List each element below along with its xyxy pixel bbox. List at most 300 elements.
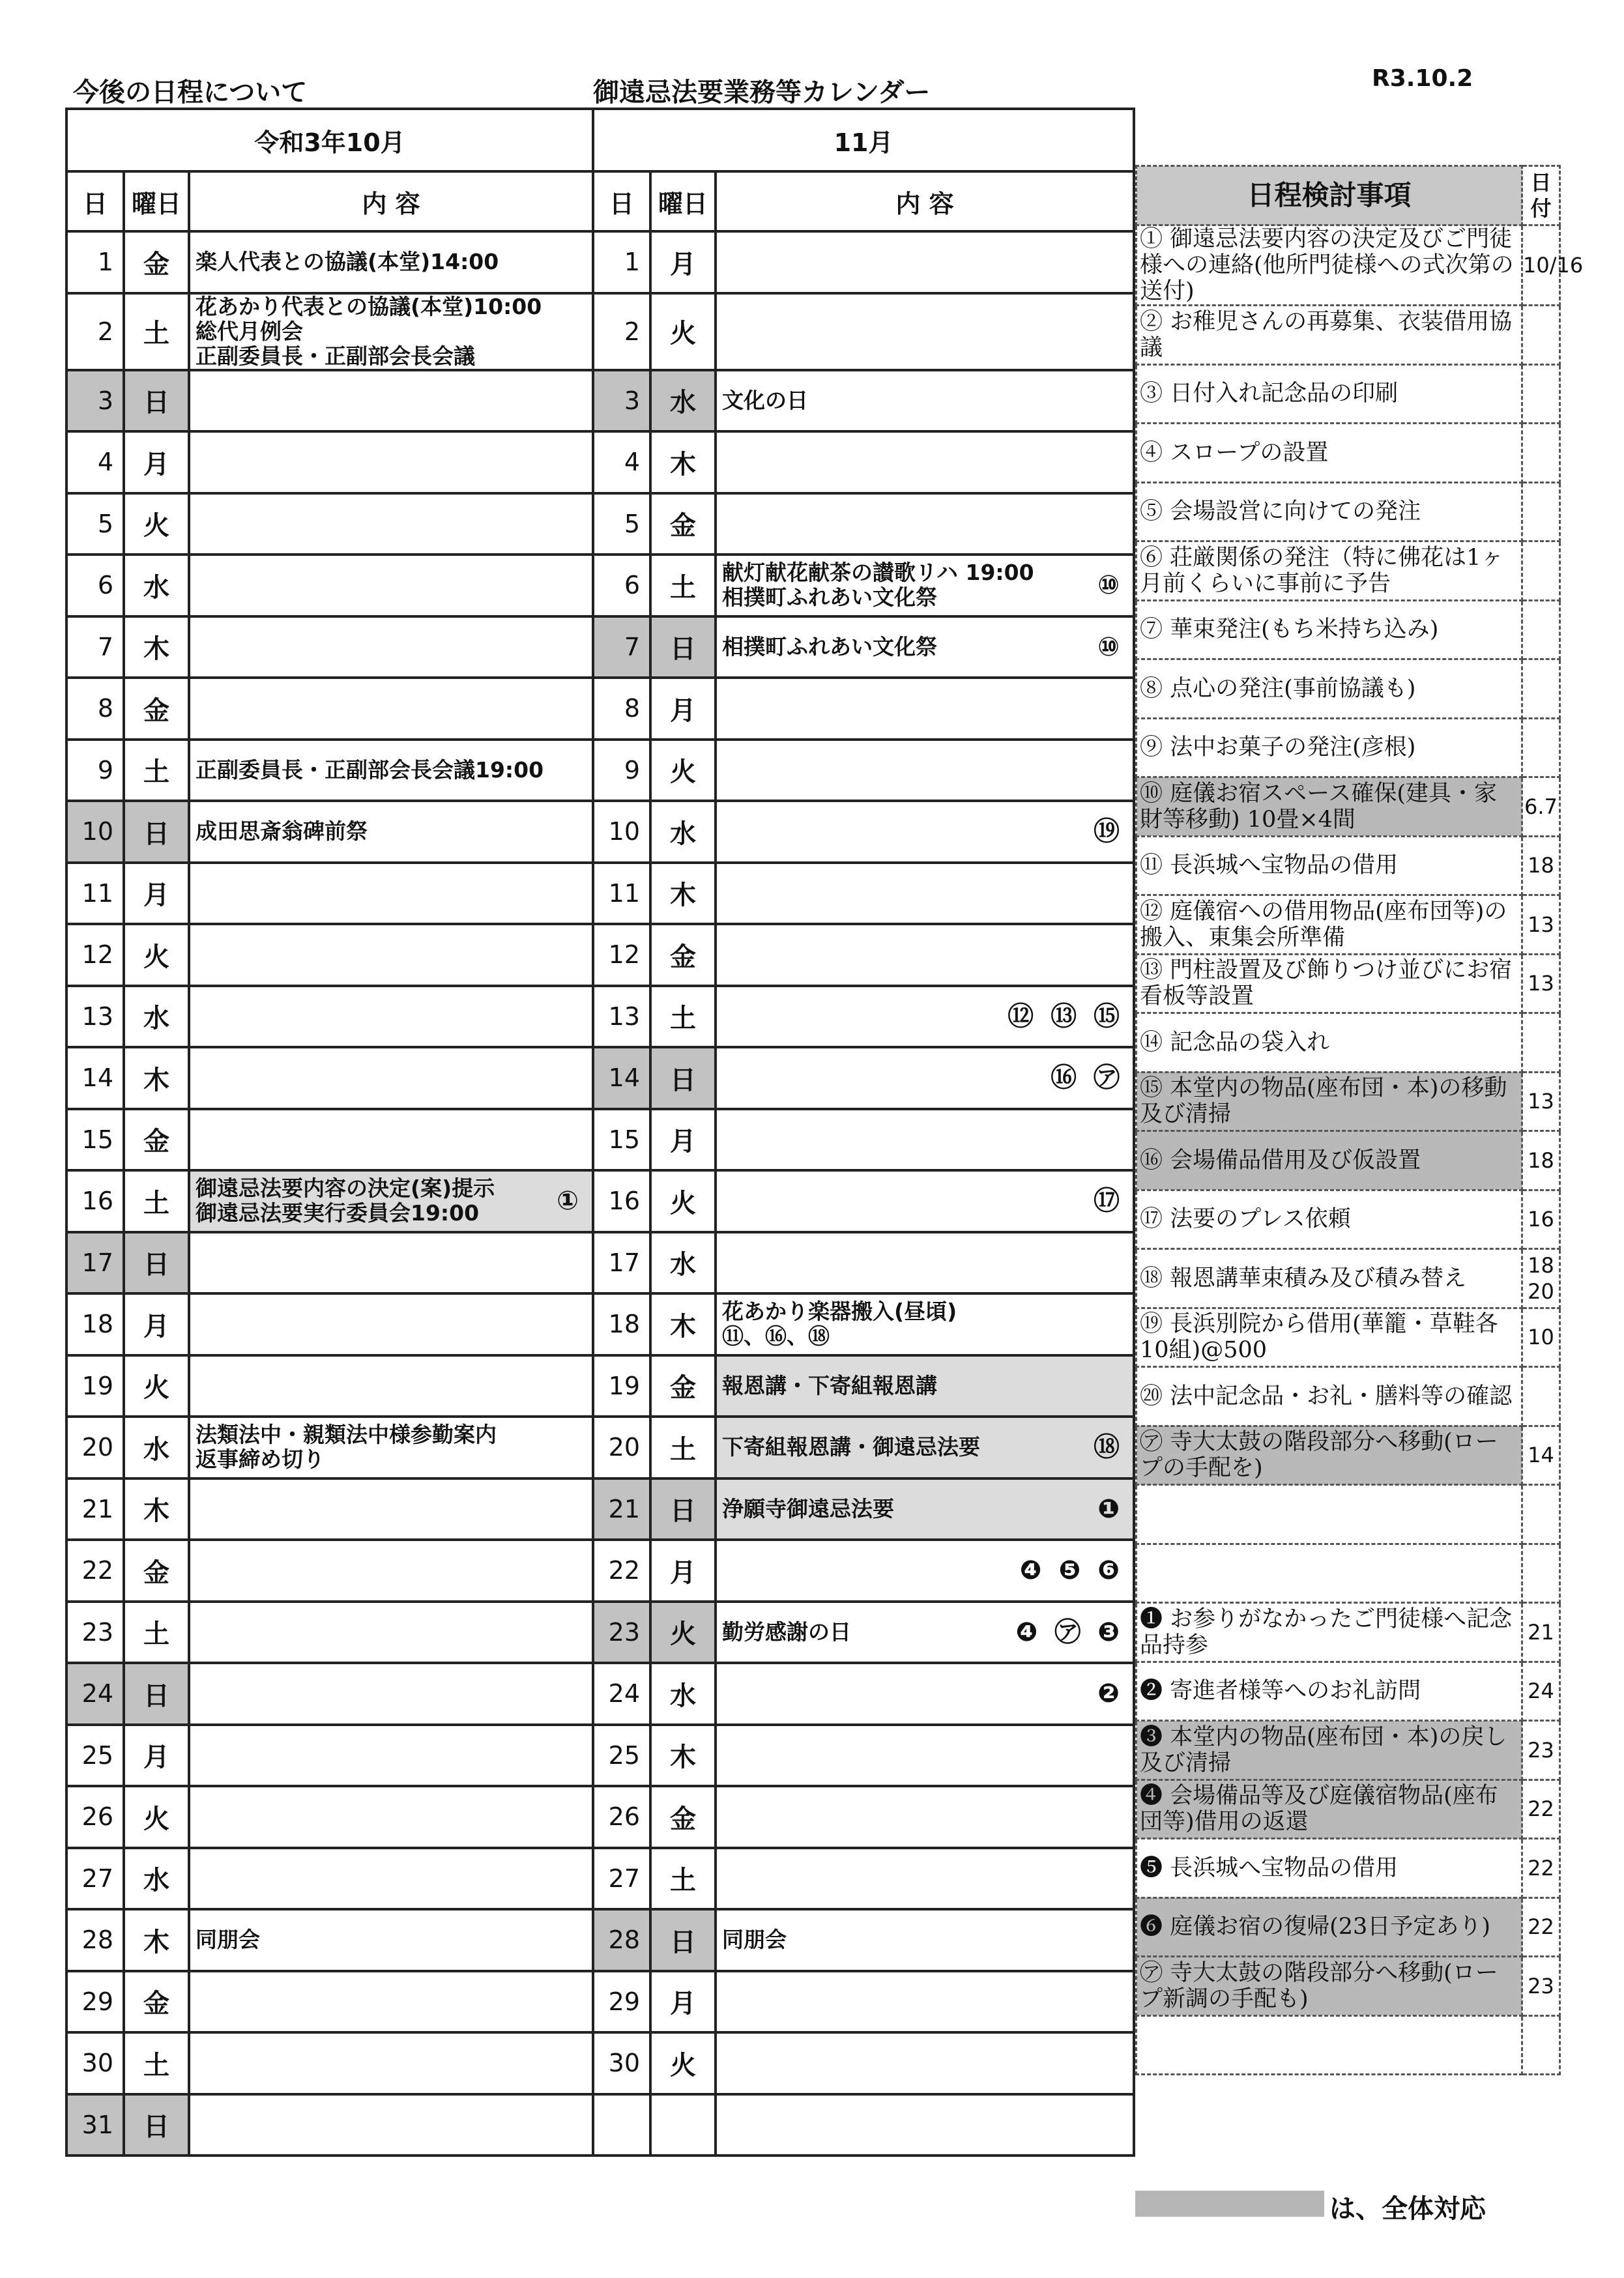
legend-swatch <box>1135 2191 1324 2217</box>
oct-day <box>66 1663 124 1725</box>
nov-day <box>593 1725 650 1787</box>
oct-weekday <box>124 1478 189 1540</box>
oct-weekday <box>124 1971 189 2033</box>
col-day: 日 <box>593 171 650 231</box>
calendar-row <box>66 231 1134 293</box>
calendar-row <box>66 1971 1134 2033</box>
oct-content <box>189 1725 593 1787</box>
nov-content <box>716 370 1134 432</box>
nov-marker: ⑩ <box>1097 570 1124 601</box>
schedule-item-text: ⑩ 庭儀お宿スペース確保(建具・家財等移動) 10畳×4間 <box>1137 777 1522 837</box>
col-content: 内 容 <box>716 171 1134 231</box>
nov-day <box>593 1971 650 2033</box>
oct-weekday <box>124 370 189 432</box>
schedule-item-text: ⑱ 報恩講華束積み及び積み替え <box>1137 1249 1522 1308</box>
schedule-item <box>1137 541 1560 601</box>
oct-day-text: 7 <box>97 632 113 661</box>
nov-day-text: 22 <box>608 1556 641 1585</box>
oct-weekday <box>124 2094 189 2156</box>
nov-content <box>716 231 1134 293</box>
oct-content-text: 成田思斎翁碑前祭 <box>196 818 368 844</box>
oct-day-text: 24 <box>81 1679 113 1708</box>
nov-day-text: 28 <box>608 1925 641 1955</box>
schedule-item <box>1137 424 1560 483</box>
nov-day-text: 16 <box>608 1187 641 1216</box>
oct-day <box>66 1478 124 1540</box>
nov-content <box>716 1786 1134 1848</box>
nov-weekday-text: 木 <box>670 1311 697 1342</box>
nov-content-text: 相撲町ふれあい文化祭 <box>722 633 938 659</box>
schedule-item <box>1137 1957 1560 2016</box>
oct-weekday <box>124 2032 189 2094</box>
oct-day-text: 28 <box>81 1925 113 1955</box>
oct-day <box>66 1232 124 1294</box>
nov-day-text: 4 <box>624 448 641 477</box>
nov-day-text: 6 <box>624 571 641 600</box>
oct-day <box>66 863 124 925</box>
oct-day-text: 19 <box>81 1371 113 1400</box>
schedule-item-text: ⑲ 長浜別院から借用(華籠・草鞋各10組)@500 <box>1137 1308 1522 1367</box>
oct-content <box>189 924 593 986</box>
schedule-item <box>1137 659 1560 719</box>
oct-weekday <box>124 231 189 293</box>
schedule-item-date: 22 <box>1522 1780 1560 1839</box>
nov-weekday <box>650 431 716 493</box>
schedule-item-text <box>1137 2015 1522 2075</box>
nov-weekday-text: 木 <box>670 880 697 911</box>
calendar-row <box>66 1109 1134 1171</box>
oct-content <box>189 616 593 678</box>
oct-content-text: 同朋会 <box>196 1927 260 1953</box>
schedule-title: 日程検討事項 <box>1137 166 1522 225</box>
date-col-header: 日付 <box>1522 166 1560 225</box>
nov-day-text: 10 <box>608 817 641 846</box>
oct-weekday-text: 土 <box>143 1188 169 1218</box>
oct-weekday-text: 木 <box>143 1496 169 1527</box>
schedule-item-date <box>1522 306 1560 365</box>
nov-day <box>593 493 650 555</box>
col-content: 内 容 <box>189 171 593 231</box>
nov-day-text: 21 <box>608 1494 641 1523</box>
oct-day-text: 22 <box>81 1556 113 1585</box>
nov-marker: ⑰ <box>1094 1186 1124 1217</box>
schedule-item-text: ⑤ 会場設営に向けての発注 <box>1137 482 1522 541</box>
oct-day <box>66 1293 124 1355</box>
schedule-item-text: ⑰ 法要のプレス依頼 <box>1137 1190 1522 1249</box>
oct-day <box>66 1848 124 1910</box>
schedule-item <box>1137 1662 1560 1721</box>
nov-content <box>716 616 1134 678</box>
nov-weekday <box>650 231 716 293</box>
oct-day <box>66 1971 124 2033</box>
nov-content <box>716 1293 1134 1355</box>
nov-day <box>593 1170 650 1232</box>
oct-weekday-text: 土 <box>143 2050 169 2081</box>
schedule-item <box>1137 225 1560 306</box>
nov-day <box>593 1602 650 1664</box>
nov-day-text: 5 <box>624 509 641 538</box>
oct-weekday <box>124 1540 189 1602</box>
nov-day-text: 19 <box>608 1371 641 1400</box>
oct-content <box>189 2094 593 2156</box>
oct-content <box>189 293 593 370</box>
nov-day <box>593 1540 650 1602</box>
schedule-item-text: ⑯ 会場備品借用及び仮設置 <box>1137 1131 1522 1190</box>
oct-content <box>189 1909 593 1971</box>
nov-day <box>593 1232 650 1294</box>
nov-content-text: 報恩講・下寄組報恩講 <box>722 1372 938 1398</box>
nov-content <box>716 678 1134 740</box>
oct-day <box>66 2094 124 2156</box>
oct-weekday-text: 金 <box>143 1557 169 1588</box>
oct-weekday-text: 火 <box>143 942 169 972</box>
oct-day-text: 23 <box>81 1617 113 1647</box>
oct-day-text: 12 <box>81 940 113 970</box>
oct-content <box>189 370 593 432</box>
oct-weekday <box>124 493 189 555</box>
oct-day <box>66 1355 124 1417</box>
oct-content <box>189 1663 593 1725</box>
oct-weekday <box>124 1602 189 1664</box>
oct-day <box>66 801 124 863</box>
oct-weekday-text: 金 <box>143 249 169 280</box>
nov-weekday <box>650 986 716 1048</box>
nov-content <box>716 1109 1134 1171</box>
nov-content <box>716 986 1134 1048</box>
nov-weekday-text: 月 <box>670 695 697 726</box>
oct-weekday <box>124 740 189 801</box>
schedule-item-date: 21 <box>1522 1603 1560 1662</box>
nov-day <box>593 1663 650 1725</box>
nov-day <box>593 431 650 493</box>
oct-day-text: 21 <box>81 1494 113 1523</box>
oct-content <box>189 2032 593 2094</box>
nov-day-text: 29 <box>608 1987 641 2016</box>
oct-weekday-text: 日 <box>143 1680 169 1711</box>
nov-weekday-text: 金 <box>670 511 697 541</box>
schedule-item-date: 16 <box>1522 1190 1560 1249</box>
calendar-row <box>66 986 1134 1048</box>
calendar-row <box>66 863 1134 925</box>
calendar-row <box>66 555 1134 616</box>
schedule-item <box>1137 1249 1560 1308</box>
oct-day <box>66 740 124 801</box>
schedule-item <box>1137 836 1560 895</box>
oct-content-text: 法類法中・親類法中様参勤案内 返事締め切り <box>196 1422 497 1473</box>
nov-weekday <box>650 863 716 925</box>
nov-weekday-text: 水 <box>670 1250 697 1280</box>
nov-content <box>716 801 1134 863</box>
nov-weekday <box>650 1170 716 1232</box>
oct-content <box>189 1602 593 1664</box>
schedule-item-text: ❸ 本堂内の物品(座布団・本)の戻し及び清掃 <box>1137 1721 1522 1780</box>
oct-weekday-text: 土 <box>143 1619 169 1650</box>
schedule-item <box>1137 1190 1560 1249</box>
nov-weekday-text: 火 <box>670 1619 697 1650</box>
nov-weekday <box>650 1047 716 1109</box>
oct-weekday-text: 日 <box>143 2112 169 2142</box>
nov-weekday-text: 日 <box>670 1496 697 1527</box>
nov-weekday-text: 火 <box>670 757 697 788</box>
nov-day-text: 26 <box>608 1802 641 1832</box>
oct-weekday-text: 土 <box>143 757 169 788</box>
schedule-item-date: 23 <box>1522 1721 1560 1780</box>
calendar-row <box>66 1725 1134 1787</box>
schedule-item-date: 23 <box>1522 1957 1560 2016</box>
oct-day-text: 31 <box>81 2110 113 2139</box>
oct-content <box>189 1170 593 1232</box>
schedule-item-text: ⑨ 法中お菓子の発注(彦根) <box>1137 718 1522 777</box>
month-october: 令和3年10月 <box>66 109 593 171</box>
oct-day-text: 13 <box>81 1002 113 1031</box>
nov-weekday-text: 土 <box>670 1434 697 1465</box>
schedule-item-date: 18 <box>1522 836 1560 895</box>
schedule-item <box>1137 2015 1560 2075</box>
oct-weekday <box>124 678 189 740</box>
oct-weekday <box>124 616 189 678</box>
nov-weekday-text: 土 <box>670 572 697 603</box>
oct-day-text: 10 <box>81 817 113 846</box>
schedule-item <box>1137 1721 1560 1780</box>
schedule-item-text: ❺ 長浜城へ宝物品の借用 <box>1137 1839 1522 1898</box>
calendar-row <box>66 431 1134 493</box>
oct-day-text: 14 <box>81 1063 113 1093</box>
schedule-item <box>1137 1544 1560 1603</box>
schedule-item-date <box>1522 1367 1560 1426</box>
nov-marker: ⑩ <box>1097 631 1124 662</box>
nov-weekday <box>650 1725 716 1787</box>
schedule-item-date: 22 <box>1522 1839 1560 1898</box>
nov-day-text: 23 <box>608 1617 641 1647</box>
schedule-item-date <box>1522 600 1560 659</box>
oct-weekday-text: 木 <box>143 634 169 665</box>
col-weekday: 曜日 <box>650 171 716 231</box>
oct-weekday-text: 月 <box>143 1742 169 1773</box>
schedule-item-date: 18 <box>1522 1131 1560 1190</box>
calendar-row <box>66 1540 1134 1602</box>
oct-day-text: 16 <box>81 1187 113 1216</box>
nov-content <box>716 493 1134 555</box>
calendar-row <box>66 801 1134 863</box>
schedule-item-text: ⑭ 記念品の袋入れ <box>1137 1013 1522 1073</box>
calendar-row <box>66 740 1134 801</box>
schedule-item <box>1137 1780 1560 1839</box>
nov-content-text: 下寄組報恩講・御遠忌法要 <box>722 1434 981 1460</box>
oct-day-text: 1 <box>97 248 113 277</box>
schedule-item-text: ⑬ 門柱設置及び飾りつけ並びにお宿看板等設置 <box>1137 954 1522 1013</box>
schedule-item-date <box>1522 718 1560 777</box>
oct-weekday-text: 日 <box>143 388 169 418</box>
oct-weekday-text: 火 <box>143 1804 169 1834</box>
nov-day-text: 20 <box>608 1433 641 1462</box>
oct-day-text: 26 <box>81 1802 113 1832</box>
nov-content <box>716 431 1134 493</box>
schedule-item <box>1137 1367 1560 1426</box>
nov-day-text: 13 <box>608 1002 641 1031</box>
nov-marker: ❷ <box>1097 1679 1124 1709</box>
oct-day-text: 4 <box>97 448 113 477</box>
oct-day <box>66 1540 124 1602</box>
oct-marker: ① <box>557 1186 583 1217</box>
oct-content <box>189 1232 593 1294</box>
schedule-item-text: ③ 日付入れ記念品の印刷 <box>1137 364 1522 424</box>
nov-day <box>593 2094 650 2156</box>
oct-day <box>66 986 124 1048</box>
calendar-row <box>66 493 1134 555</box>
nov-weekday <box>650 2032 716 2094</box>
schedule-item <box>1137 1897 1560 1957</box>
nov-content <box>716 293 1134 370</box>
nov-weekday <box>650 801 716 863</box>
nov-weekday-text: 火 <box>670 319 697 349</box>
nov-weekday <box>650 1786 716 1848</box>
nov-weekday-text: 木 <box>670 449 697 480</box>
oct-day-text: 18 <box>81 1310 113 1339</box>
oct-day-text: 9 <box>97 755 113 785</box>
oct-day <box>66 616 124 678</box>
nov-weekday <box>650 1971 716 2033</box>
oct-weekday <box>124 1170 189 1232</box>
schedule-item-text: ㋐ 寺大太鼓の階段部分へ移動(ロープの手配を) <box>1137 1426 1522 1485</box>
nov-content-text: 文化の日 <box>722 387 809 413</box>
oct-day <box>66 231 124 293</box>
calendar-row <box>66 678 1134 740</box>
oct-day <box>66 431 124 493</box>
oct-weekday-text: 水 <box>143 572 169 603</box>
nov-day-text: 25 <box>608 1740 641 1770</box>
schedule-item-text: ❷ 寄進者様等へのお礼訪問 <box>1137 1662 1522 1721</box>
nov-day-text: 2 <box>624 317 641 346</box>
col-weekday: 曜日 <box>124 171 189 231</box>
oct-content <box>189 431 593 493</box>
nov-content <box>716 863 1134 925</box>
oct-content <box>189 1540 593 1602</box>
oct-content <box>189 740 593 801</box>
nov-content <box>716 1909 1134 1971</box>
oct-weekday <box>124 1047 189 1109</box>
oct-weekday-text: 日 <box>143 818 169 849</box>
oct-weekday <box>124 1786 189 1848</box>
oct-content <box>189 801 593 863</box>
nov-content-text: 花あかり楽器搬入(昼頃) ⑪、⑯、⑱ <box>722 1299 957 1349</box>
schedule-item-text: ㋐ 寺大太鼓の階段部分へ移動(ロープ新調の手配も) <box>1137 1957 1522 2016</box>
nov-day <box>593 986 650 1048</box>
oct-content <box>189 1109 593 1171</box>
nov-day <box>593 863 650 925</box>
oct-weekday-text: 火 <box>143 511 169 541</box>
oct-content <box>189 678 593 740</box>
oct-content <box>189 1417 593 1478</box>
calendar-row <box>66 1602 1134 1664</box>
oct-day-text: 25 <box>81 1740 113 1770</box>
nov-day <box>593 1786 650 1848</box>
oct-day-text: 15 <box>81 1125 113 1154</box>
oct-content <box>189 493 593 555</box>
schedule-item <box>1137 718 1560 777</box>
calendar-table <box>65 108 1135 2157</box>
schedule-item-text: ❶ お参りがなかったご門徒様へ記念品持参 <box>1137 1603 1522 1662</box>
nov-content <box>716 1355 1134 1417</box>
nov-weekday-text: 日 <box>670 1927 697 1957</box>
oct-content <box>189 1293 593 1355</box>
schedule-item-text: ④ スロープの設置 <box>1137 424 1522 483</box>
nov-day <box>593 1478 650 1540</box>
schedule-item-date: 18 20 <box>1522 1249 1560 1308</box>
oct-weekday-text: 月 <box>143 449 169 480</box>
oct-weekday <box>124 1232 189 1294</box>
oct-day-text: 3 <box>97 386 113 415</box>
col-day: 日 <box>66 171 124 231</box>
nov-day <box>593 1293 650 1355</box>
nov-weekday-text: 金 <box>670 1804 697 1834</box>
oct-day-text: 29 <box>81 1987 113 2016</box>
schedule-item-text: ⑫ 庭儀宿への借用物品(座布団等)の搬入、東集会所準備 <box>1137 895 1522 955</box>
nov-day-text: 17 <box>608 1248 641 1277</box>
nov-day <box>593 370 650 432</box>
schedule-item-date <box>1522 364 1560 424</box>
schedule-item-text: ⑪ 長浜城へ宝物品の借用 <box>1137 836 1522 895</box>
nov-day-text: 1 <box>624 248 641 277</box>
nov-weekday <box>650 555 716 616</box>
nov-weekday-text: 木 <box>670 1742 697 1773</box>
schedule-item-date <box>1522 2015 1560 2075</box>
nov-weekday-text: 日 <box>670 634 697 665</box>
schedule-items-table <box>1135 165 1584 2075</box>
nov-marker: ⑲ <box>1094 816 1124 847</box>
oct-day-text: 17 <box>81 1248 113 1277</box>
oct-weekday <box>124 924 189 986</box>
oct-content <box>189 1047 593 1109</box>
calendar-row <box>66 1786 1134 1848</box>
calendar-row <box>66 1232 1134 1294</box>
schedule-item-date <box>1522 1485 1560 1544</box>
schedule-item-date: 13 <box>1522 895 1560 955</box>
nov-day-text: 27 <box>608 1864 641 1893</box>
legend-text: は、全体対応 <box>1329 2194 1486 2224</box>
calendar-row <box>66 1170 1134 1232</box>
nov-content <box>716 1478 1134 1540</box>
nov-weekday-text: 日 <box>670 1065 697 1095</box>
nov-content <box>716 1725 1134 1787</box>
oct-content <box>189 1848 593 1910</box>
oct-day <box>66 1725 124 1787</box>
schedule-item-text: ② お稚児さんの再募集、衣装借用協議 <box>1137 306 1522 365</box>
schedule-item-text: ① 御遠忌法要内容の決定及びご門徒様への連絡(他所門徒様への式次第の送付) <box>1137 225 1522 306</box>
calendar-row <box>66 1047 1134 1109</box>
oct-weekday-text: 月 <box>143 880 169 911</box>
oct-weekday <box>124 1417 189 1478</box>
nov-weekday-text: 火 <box>670 2050 697 2081</box>
schedule-item-text: ⑥ 荘厳関係の発注（特に佛花は1ヶ月前くらいに事前に予告 <box>1137 541 1522 601</box>
doc-date: R3.10.2 <box>1372 65 1473 92</box>
schedule-item <box>1137 482 1560 541</box>
nov-marker: ⑫ ⑬ ⑮ <box>1008 1001 1124 1031</box>
schedule-item-text: ❻ 庭儀お宿の復帰(23日予定あり) <box>1137 1897 1522 1957</box>
oct-weekday-text: 日 <box>143 1250 169 1280</box>
nov-content <box>716 1971 1134 2033</box>
oct-weekday-text: 木 <box>143 1927 169 1957</box>
oct-weekday-text: 土 <box>143 319 169 349</box>
schedule-item <box>1137 1131 1560 1190</box>
oct-day <box>66 493 124 555</box>
schedule-item-date: 13 <box>1522 1072 1560 1131</box>
schedule-item-date: 24 <box>1522 1662 1560 1721</box>
schedule-item-text: ⑧ 点心の発注(事前協議も) <box>1137 659 1522 719</box>
nov-weekday <box>650 1355 716 1417</box>
schedule-item-date: 14 <box>1522 1426 1560 1485</box>
nov-weekday-text: 月 <box>670 1989 697 2019</box>
nov-weekday-text: 月 <box>670 1557 697 1588</box>
